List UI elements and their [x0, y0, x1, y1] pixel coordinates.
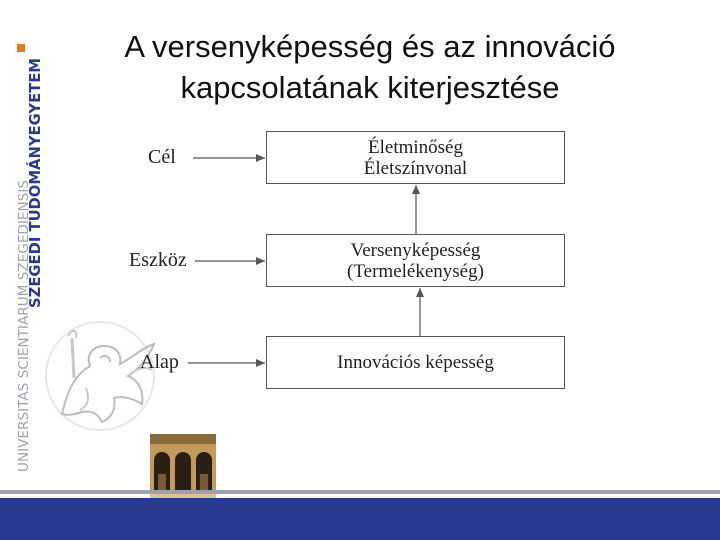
label-alap: Alap	[140, 351, 179, 373]
title-line-1: A versenyképesség és az innováció	[124, 29, 616, 64]
label-cel: Cél	[148, 146, 176, 168]
box-eletminoseg-line-2: Életszínvonal	[363, 157, 468, 179]
box-eletminoseg-line-1: Életminőség	[368, 136, 463, 158]
university-name-hu: SZEGEDI TUDOMÁNYEGYETEM	[26, 53, 44, 308]
footer-divider	[0, 490, 720, 494]
box-innovacios-kepesseg-line-1: Innovációs képesség	[337, 352, 494, 373]
box-versenykepesseg	[266, 234, 565, 287]
box-eletminoseg	[266, 131, 565, 184]
title-line-2: kapcsolatának kiterjesztése	[180, 70, 560, 105]
label-eszkoz: Eszköz	[129, 249, 187, 271]
box-versenykepesseg-line-2: (Termelékenység)	[347, 260, 484, 282]
footer-bar	[0, 498, 720, 540]
box-innovacios-kepesseg	[266, 336, 565, 389]
box-versenykepesseg-line-1: Versenyképesség	[350, 239, 481, 261]
university-name-latin: UNIVERSITAS SCIENTIARUM SZEGEDIENSIS	[17, 193, 32, 472]
